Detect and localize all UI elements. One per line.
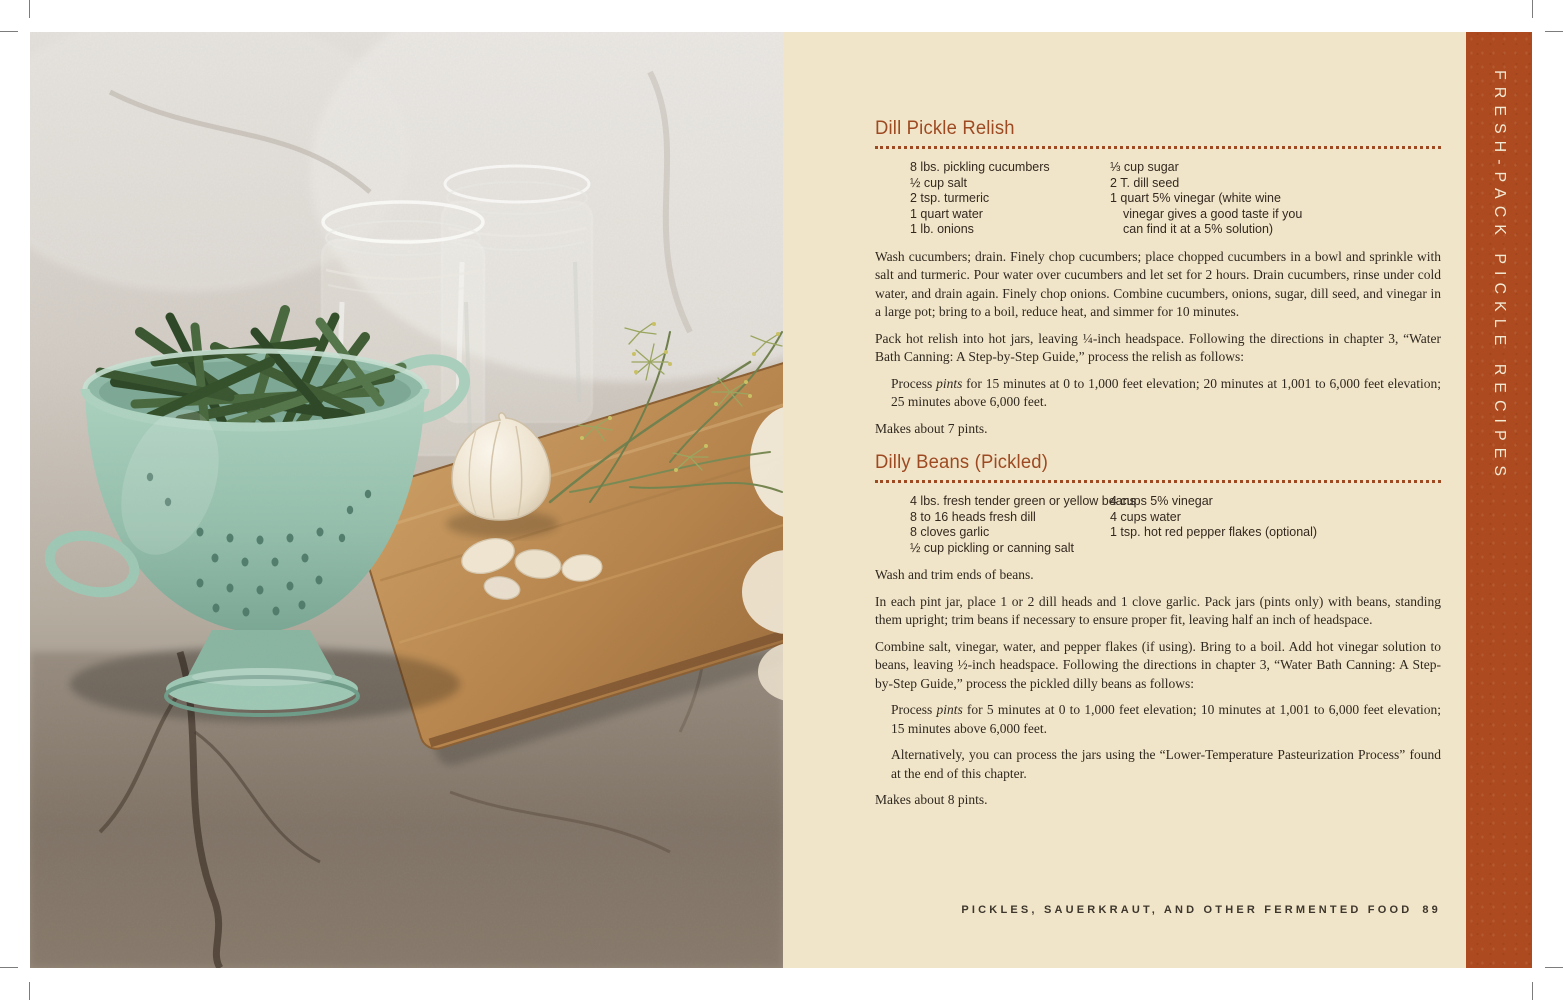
ingredient: 1 quart water: [910, 206, 983, 221]
processing-note: Process pints for 5 minutes at 0 to 1,000 feet elevation; 10 minutes at 1,001 to 6,000 feet elevation; 15 minutes above 6,000 feet.: [891, 702, 1441, 736]
yield-note: Makes about 8 pints.: [875, 792, 988, 807]
crop-mark: [1532, 0, 1533, 18]
ingredient-continued: vinegar gives a good taste if you: [1123, 206, 1303, 221]
chapter-tab-label: FRESH-PACK PICKLE RECIPES: [1491, 70, 1508, 483]
ingredient: ½ cup pickling or canning salt: [910, 540, 1074, 555]
ingredient: 1 lb. onions: [910, 222, 974, 236]
ingredient: ½ cup salt: [910, 175, 967, 190]
crop-mark: [1545, 967, 1563, 968]
ingredient: 1 quart 5% vinegar (white wine: [1110, 191, 1281, 205]
instruction-paragraph: Wash cucumbers; drain. Finely chop cucumbers; place chopped cucumbers in a bowl and sprinkle with salt and turmeric. Pour water over cucumbers and let set for 2 hours. Drain cucumbers, rinse under cold water, and drain again. Finely chop onions. Combine cucumbers, onions, sugar, dill seed, and vinegar in a large pot; bring to a boil, reduce heat, and simmer for 10 minutes.: [875, 248, 1441, 319]
dotted-rule: [875, 146, 1441, 149]
ingredient: 2 T. dill seed: [1110, 175, 1180, 190]
alternative-note: Alternatively, you can process the jars using the “Lower-Temperature Pasteurization Process” found at the end of this chapter.: [891, 747, 1441, 781]
ingredient: 8 to 16 heads fresh dill: [910, 509, 1036, 524]
running-footer: [875, 904, 1441, 916]
ingredient: 1 tsp. hot red pepper flakes (optional): [1110, 525, 1318, 539]
crop-mark: [29, 982, 30, 1000]
crop-mark: [1532, 982, 1533, 1000]
footer-chapter-title: PICKLES, SAUERKRAUT, AND OTHER FERMENTED FOOD: [961, 904, 1413, 916]
ingredient: 4 cups water: [1110, 509, 1181, 524]
recipe-column: [875, 32, 1441, 818]
ingredient: 4 lbs. fresh tender green or yellow beans: [910, 494, 1136, 508]
recipe-page: [783, 32, 1532, 968]
photo-page: [30, 32, 783, 968]
yield-note: Makes about 7 pints.: [875, 420, 988, 436]
recipe-dill-pickle-relish: [875, 118, 1441, 438]
ingredient: 4 cups 5% vinegar: [1110, 494, 1213, 508]
instruction-paragraph: Wash and trim ends of beans.: [875, 567, 1034, 582]
ingredient-list: [910, 492, 1441, 566]
ingredient-list: [910, 158, 1441, 248]
ingredient: 8 lbs. pickling cucumbers: [910, 160, 1050, 174]
recipe-title: Dilly Beans (Pickled): [875, 452, 1049, 473]
recipe-dilly-beans: [875, 452, 1441, 810]
page-number: 89: [1422, 904, 1441, 916]
crop-mark: [0, 31, 18, 32]
dotted-rule: [875, 480, 1441, 483]
ingredient: ⅓ cup sugar: [1110, 160, 1179, 174]
processing-note: Process pints for 15 minutes at 0 to 1,000 feet elevation; 20 minutes at 1,001 to 6,000 feet elevation; 25 minutes above 6,000 feet.: [891, 375, 1441, 409]
food-photo: [30, 32, 783, 968]
crop-mark: [0, 967, 18, 968]
ingredient-continued: can find it at a 5% solution): [1123, 222, 1274, 236]
chapter-tab: [1466, 32, 1532, 968]
crop-mark: [29, 0, 30, 18]
instruction-paragraph: Pack hot relish into hot jars, leaving ¼-inch headspace. Following the directions in chapter 3, “Water Bath Canning: A Step-by-Step Guide,” process the relish as follows:: [875, 330, 1441, 364]
instruction-paragraph: In each pint jar, place 1 or 2 dill heads and 1 clove garlic. Pack jars (pints only) with beans, standing them upright; trim beans if necessary to ensure proper fit, leaving half an inch of headspace.: [875, 593, 1441, 627]
ingredient: 8 cloves garlic: [910, 525, 990, 539]
recipe-title: Dill Pickle Relish: [875, 118, 1015, 139]
ingredient: 2 tsp. turmeric: [910, 191, 990, 205]
crop-mark: [1545, 31, 1563, 32]
instruction-paragraph: Combine salt, vinegar, water, and pepper flakes (if using). Bring to a boil. Add hot vinegar solution to beans, leaving ½-inch headspace. Following the directions in chapter 3, “Water Bath Canning: A Step-by-Step Guide,” process the pickled dilly beans as follows:: [875, 638, 1441, 691]
